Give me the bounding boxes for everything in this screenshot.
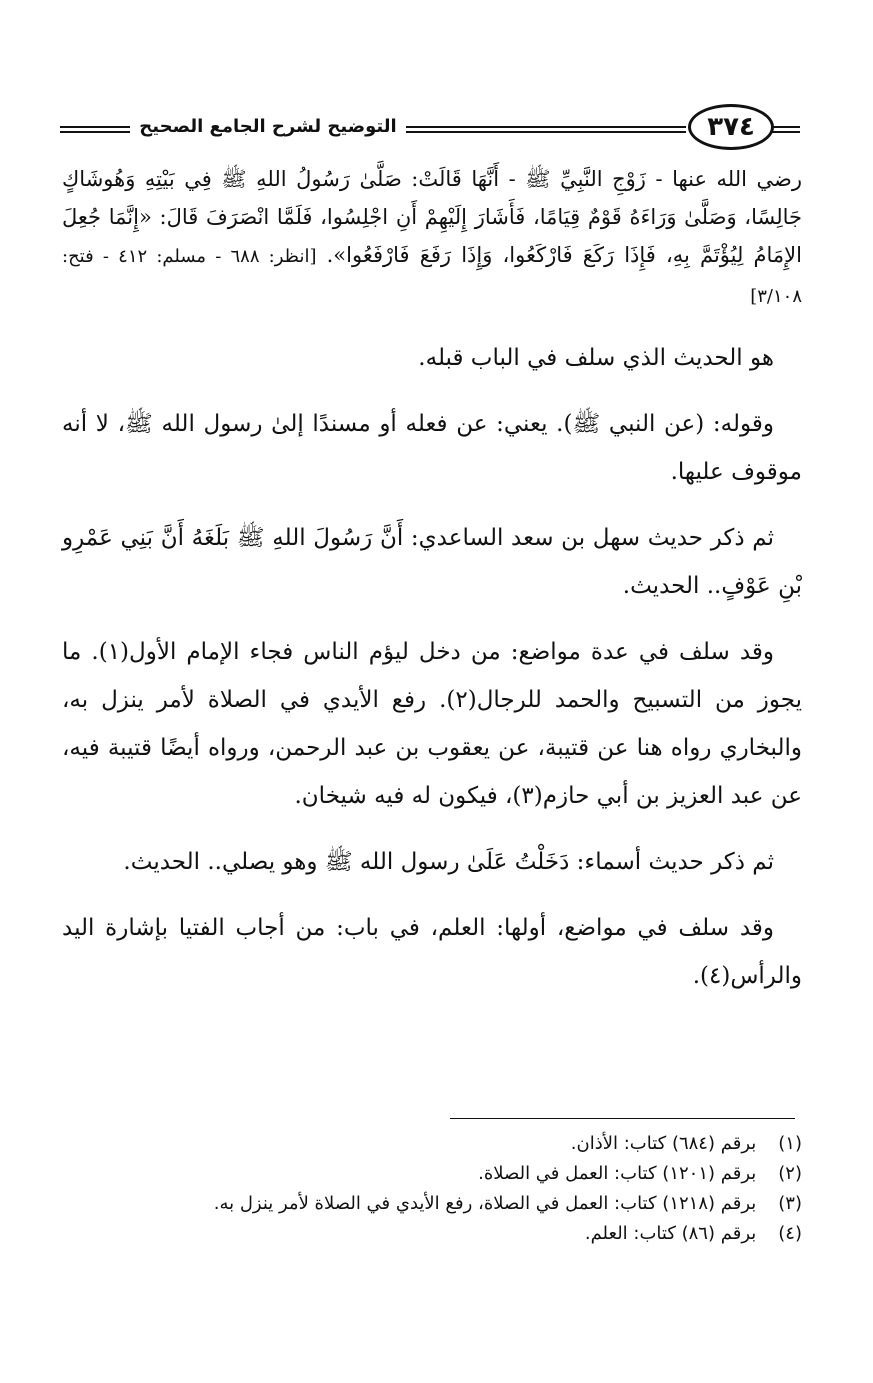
paragraph: وقوله: (عن النبي ﷺ). يعني: عن فعله أو مسندًا إلىٰ رسول الله ﷺ، لا أنه موقوف عليها. — [62, 411, 802, 485]
footnote-number: (٤) — [778, 1223, 802, 1244]
footnote-text: برقم (١٢٠١) كتاب: العمل في الصلاة. — [478, 1163, 757, 1184]
paragraph: وقد سلف في عدة مواضع: من دخل ليؤم الناس فجاء الإمام الأول(١). ما يجوز من التسبيح والحمد للرجال(٢). رفع الأيدي في الصلاة لأمر ينزل به، والبخاري رواه هنا عن قتيبة، عن يعقوب بن عبد الرحمن، ورواه أيضًا قتيبة فيه، عن عبد العزيز بن أبي حازم(٣)، فيكون له فيه شيخان. — [62, 639, 802, 809]
footnote — [62, 1160, 802, 1188]
paragraph: هو الحديث الذي سلف في الباب قبله. — [418, 345, 774, 371]
page-header — [60, 104, 800, 154]
page-body — [62, 160, 802, 1000]
hadith-text — [62, 160, 802, 316]
footnote-separator — [450, 1118, 795, 1119]
footnote-number: (١) — [778, 1133, 802, 1154]
page-number: ٣٧٤ — [688, 104, 774, 150]
hadith-matn: رضي الله عنها - زَوْجِ النَّبِيِّ ﷺ - أَنَّهَا قَالَتْ: صَلَّىٰ رَسُولُ اللهِ ﷺ فِي بَيْتِهِ وَهُوشَاكٍ جَالِسًا، وَصَلَّىٰ وَرَاءَهُ قَوْمٌ قِيَامًا، فَأَشَارَ إِلَيْهِمْ أَنِ اجْلِسُوا، فَلَمَّا انْصَرَفَ قَالَ: «إِنَّمَا جُعِلَ الإِمَامُ لِيُؤْتَمَّ بِهِ، فَإِذَا رَكَعَ فَارْكَعُوا، وَإِذَا رَفَعَ فَارْفَعُوا». — [62, 167, 802, 267]
footnote-number: (٣) — [778, 1193, 802, 1214]
paragraph: ثم ذكر حديث سهل بن سعد الساعدي: أَنَّ رَسُولَ اللهِ ﷺ بَلَغَهُ أَنَّ بَنِي عَمْرِو بْنِ عَوْفٍ.. الحديث. — [62, 525, 802, 599]
footnotes — [62, 1130, 802, 1250]
footnote — [62, 1190, 802, 1218]
footnote-number: (٢) — [778, 1163, 802, 1184]
footnote-text: برقم (٦٨٤) كتاب: الأذان. — [570, 1133, 757, 1154]
header-rule-middle — [406, 126, 686, 133]
footnote — [62, 1220, 802, 1248]
header-rule-right — [772, 126, 800, 133]
footnote-text: برقم (٨٦) كتاب: العلم. — [584, 1223, 757, 1244]
paragraph: وقد سلف في مواضع، أولها: العلم، في باب: من أجاب الفتيا بإشارة اليد والرأس(٤). — [62, 915, 802, 989]
hadith-reference: [انظر: ٦٨٨ - مسلم: ٤١٢ - فتح: ٣/١٠٨] — [62, 246, 802, 307]
footnote — [62, 1130, 802, 1158]
paragraph: ثم ذكر حديث أسماء: دَخَلْتُ عَلَىٰ رسول الله ﷺ وهو يصلي.. الحديث. — [123, 849, 774, 875]
footnote-text: برقم (١٢١٨) كتاب: العمل في الصلاة، رفع الأيدي في الصلاة لأمر ينزل به. — [213, 1193, 757, 1214]
running-title: التوضيح لشرح الجامع الصحيح — [139, 116, 397, 137]
header-rule-left — [60, 126, 130, 133]
